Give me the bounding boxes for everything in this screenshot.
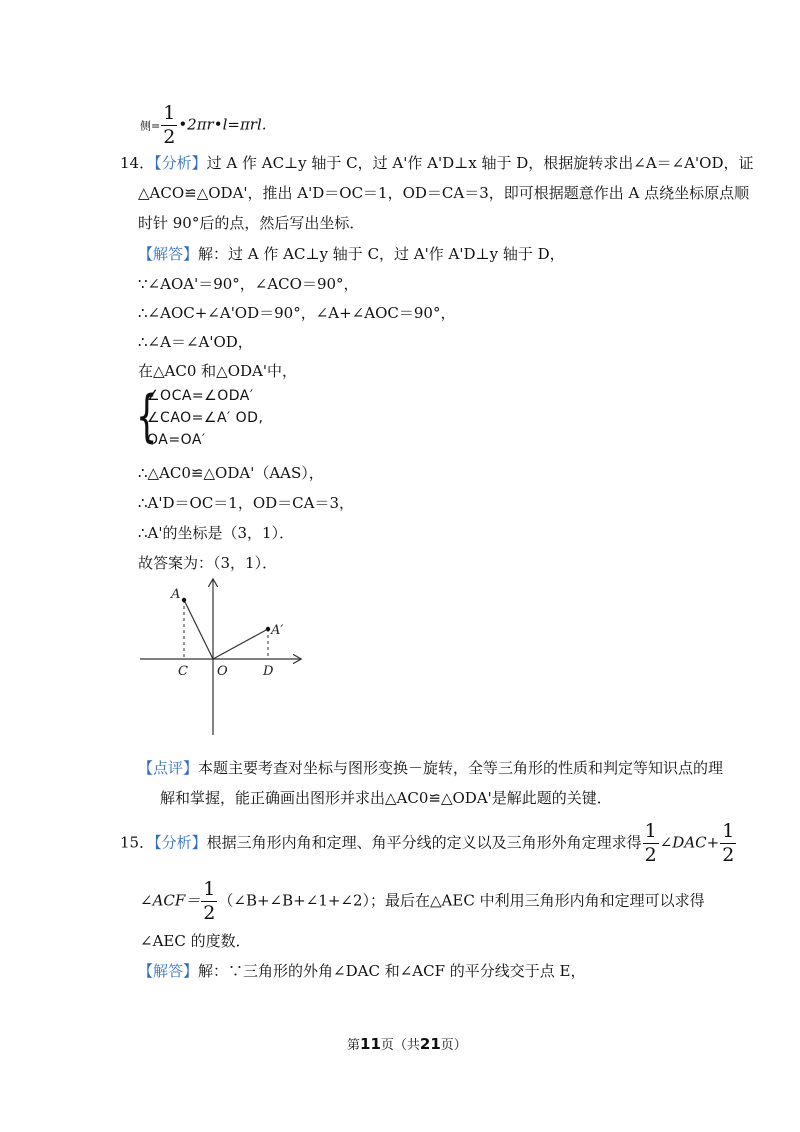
system-eq-1: ∠OCA=∠ODA′ [147,388,254,404]
q15-analysis-line2: ∠ACF＝ $\frac{1}{2}$ （∠B+∠B+∠1+∠2）；最后在△AEC 中利用三角形内角和定理可以求得 [140,878,705,924]
q14-step-9: 故答案为：（3，1）． [138,554,278,572]
label-a-prime: A′ [271,623,284,638]
label-a: A [171,587,181,602]
q14-step-5: 在△AC0 和△ODA'中， [138,362,297,380]
q15-analysis-line3: ∠AEC 的度数． [140,932,251,950]
point-a-prime [266,627,270,631]
system-eq-3: OA=OA′ [147,432,206,448]
q14-step-6: ∴△AC0≌△ODA'（AAS）， [138,464,324,482]
q14-answer-line1: 【解答】解：过 A 作 AC⊥y 轴于 C，过 A'作 A'D⊥y 轴于 D， [138,245,565,263]
system-eq-2: ∠CAO=∠A′ OD, [147,410,264,426]
q15-analysis-line1: 15．【分析】根据三角形内角和定理、角平分线的定义以及三角形外角定理求得 $\frac{1}{2}$ ∠DAC+ $\frac{1}{2}$ [120,820,735,866]
q14-step-3: ∴∠AOC+∠A'OD＝90°，∠A+∠AOC＝90°， [138,304,456,322]
analysis-tag: 【分析】 [154,154,207,172]
q14-step-7: ∴A'D＝OC＝1，OD＝CA＝3， [138,494,355,512]
label-o: O [217,664,228,679]
answer-tag: 【解答】 [138,245,199,263]
q14-analysis-line1: 14．【分析】过 A 作 AC⊥y 轴于 C，过 A'作 A'D⊥x 轴于 D，根据旋转求出∠A＝∠A'OD，证 [120,154,754,172]
q14-comment-line2: 解和掌握，能正确画出图形并求出△AC0≌△ODA'是解此题的关键． [160,789,612,807]
comment-tag: 【点评】 [138,759,199,777]
q14-step-4: ∴∠A＝∠A'OD， [138,333,253,351]
label-c: C [178,664,188,679]
q14-analysis-line3: 时针 90°后的点，然后写出坐标． [138,214,365,232]
segment-oa [184,600,213,659]
q14-analysis-line2: △ACO≌△ODA'，推出 A'D＝OC＝1，OD＝CA＝3，即可根据题意作出 A 点绕坐标原点顺 [138,184,750,202]
q15-answer-line1: 【解答】解：∵三角形的外角∠DAC 和∠ACF 的平分线交于点 E， [138,962,586,980]
q14-step-8: ∴A'的坐标是（3，1）． [138,524,295,542]
answer-tag: 【解答】 [138,962,199,980]
system-brace: { [136,384,158,449]
top-formula: 侧= $\frac{1}{2}$ •2πr•l=πrl. [140,102,267,148]
rotation-figure [130,575,310,740]
q14-step-2: ∵∠AOA'＝90°，∠ACO＝90°， [138,275,359,293]
analysis-tag: 【分析】 [154,833,207,852]
q14-comment-line1: 【点评】本题主要考查对坐标与图形变换－旋转，全等三角形的性质和判定等知识点的理 [138,759,724,777]
label-d: D [263,664,274,679]
segment-oa-prime [213,629,268,659]
point-a [182,598,186,602]
page-footer: 第11页（共21页） [347,1035,467,1053]
